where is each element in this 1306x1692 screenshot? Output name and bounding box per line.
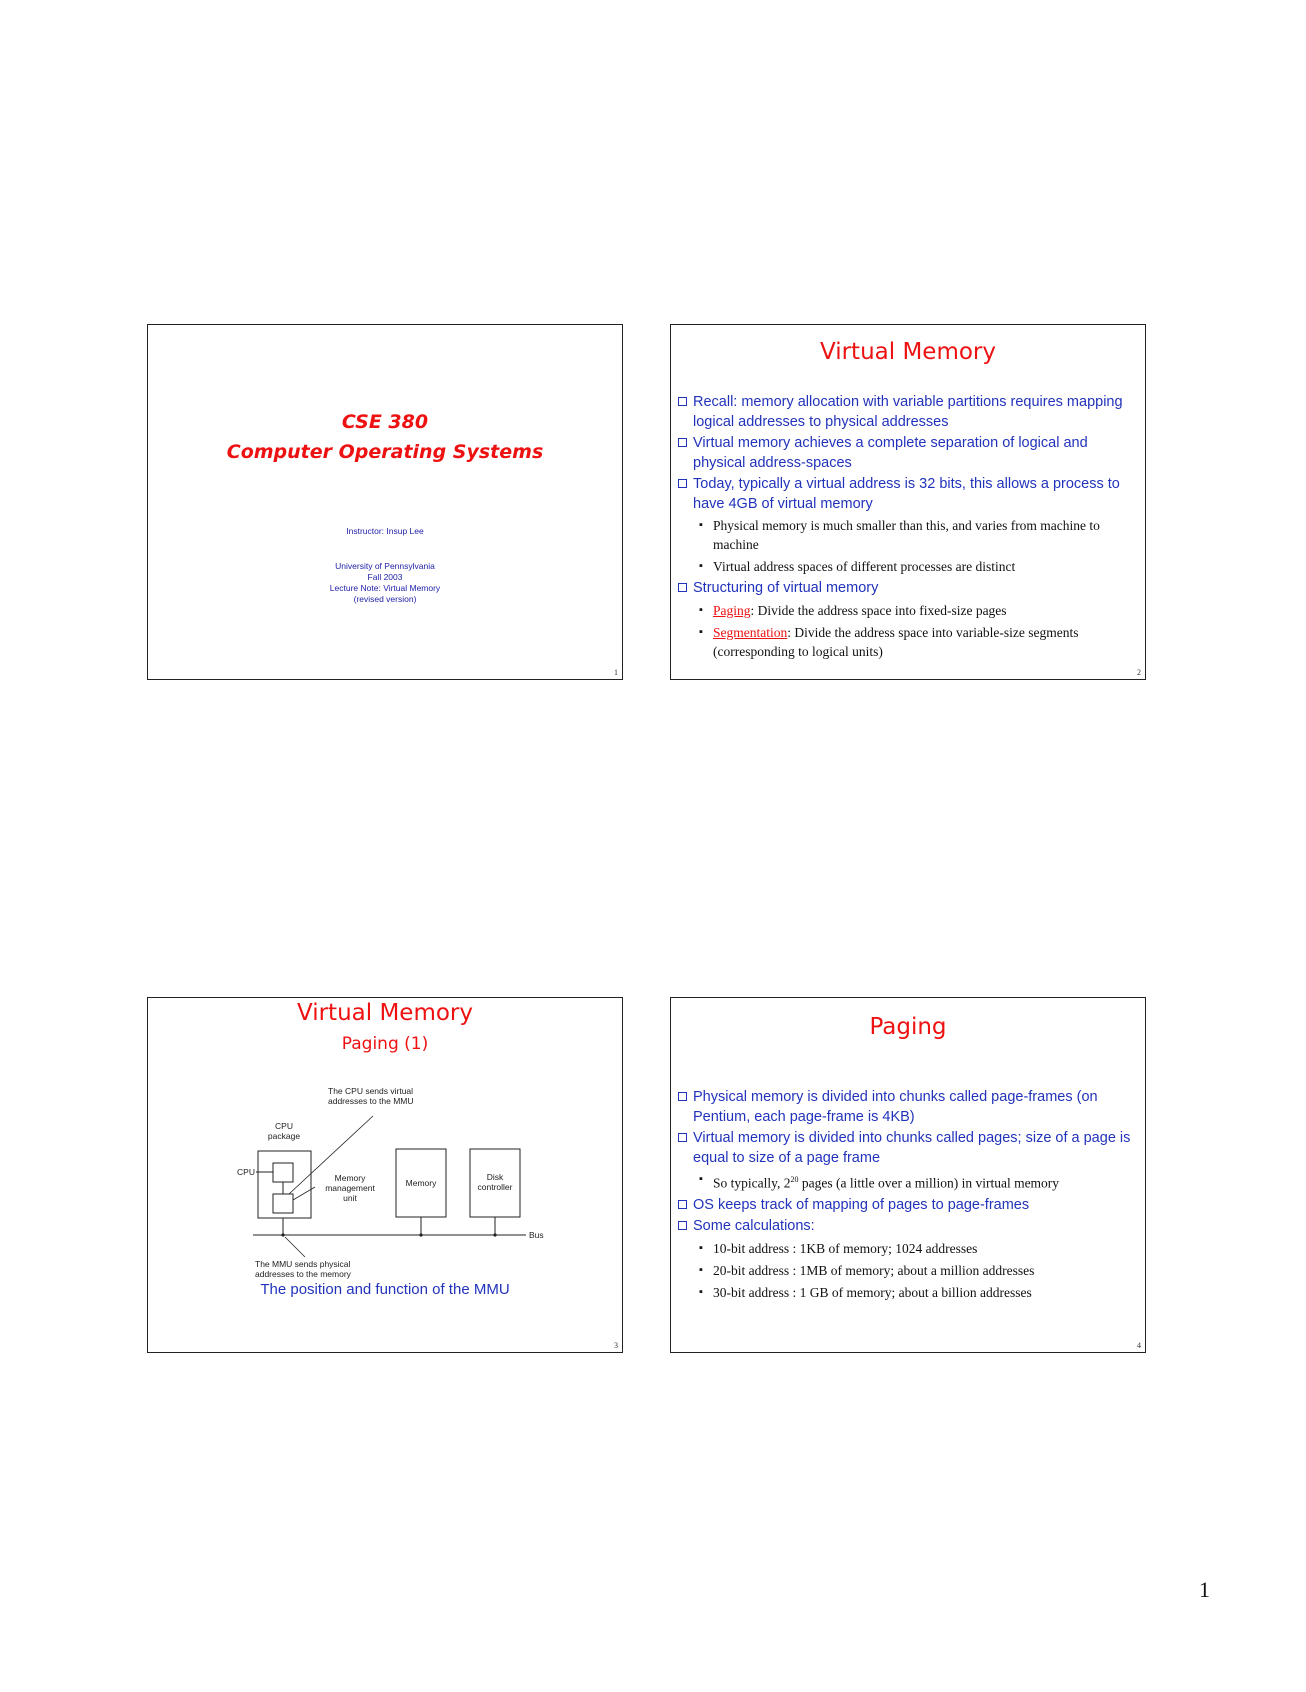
- cpu-package-label: CPU package: [267, 1121, 301, 1141]
- note-top: The CPU sends virtual addresses to the MMU: [328, 1086, 414, 1106]
- list-item: [677, 601, 1137, 620]
- term-paging: Paging: [713, 602, 751, 618]
- note-bottom: The MMU sends physical addresses to the memory: [255, 1259, 351, 1279]
- slide-number: 4: [1137, 1341, 1141, 1350]
- slide-1: [147, 324, 623, 680]
- slide-subtitle: Paging (1): [341, 1034, 429, 1054]
- list-item: Recall: memory allocation with variable partitions requires mapping logical addresses to physical addresses: [677, 393, 1137, 432]
- slide-number: 2: [1137, 668, 1141, 677]
- slide-3: [147, 997, 623, 1353]
- slide-4: [670, 997, 1146, 1353]
- revision: (revised version): [353, 594, 417, 604]
- slide-title: Virtual Memory: [296, 1000, 473, 1026]
- course-title: Computer Operating Systems: [226, 441, 544, 463]
- institution: University of Pennsylvania: [335, 561, 435, 571]
- list-item: [677, 623, 1137, 661]
- lecture-note: Lecture Note: Virtual Memory: [329, 583, 441, 593]
- term-paging-text: : Divide the address space into fixed-size pages: [750, 602, 1007, 618]
- term-segmentation-text: : Divide the address space into variable-size segments (corresponding to logical units): [713, 624, 1079, 659]
- list-item: ▪ Virtual address spaces of different processes are distinct: [677, 557, 1137, 576]
- cpu-label: CPU: [237, 1167, 255, 1177]
- list-item: Virtual memory is divided into chunks called pages; size of a page is equal to size of a page frame: [677, 1129, 1137, 1168]
- course-code: CSE 380: [341, 411, 429, 433]
- memory-label: Memory: [405, 1178, 437, 1188]
- list-item: [677, 1170, 1137, 1193]
- list-item: ▪ Physical memory is much smaller than this, and varies from machine to machine: [677, 516, 1137, 554]
- slide-number: 1: [614, 668, 618, 677]
- list-item: Physical memory is divided into chunks called page-frames (on Pentium, each page-frame is 4KB): [677, 1088, 1137, 1127]
- term: Fall 2003: [367, 572, 403, 582]
- mmu-diagram: [237, 1086, 553, 1281]
- list-item: Structuring of virtual memory: [677, 579, 1137, 599]
- list-item: OS keeps track of mapping of pages to page-frames: [677, 1196, 1137, 1216]
- instructor: Instructor: Insup Lee: [346, 526, 424, 536]
- slide-2: [670, 324, 1146, 680]
- diagram-caption: The position and function of the MMU: [260, 1281, 510, 1298]
- term-segmentation: Segmentation: [713, 624, 788, 640]
- list-item: Virtual memory achieves a complete separation of logical and physical address-spaces: [677, 434, 1137, 473]
- slide-number: 3: [614, 1341, 618, 1350]
- bullet-list: [677, 393, 1137, 664]
- disk-controller-label: Disk controller: [477, 1172, 513, 1192]
- bullet-list: [677, 1088, 1137, 1305]
- mmu-box: [273, 1194, 293, 1213]
- mmu-label: Memory management unit: [325, 1173, 375, 1203]
- pages-text-post: pages (a little over a million) in virtual memory: [798, 1175, 1060, 1191]
- pages-text-pre: So typically, 2: [713, 1175, 791, 1191]
- bus-label: Bus: [529, 1230, 544, 1240]
- list-item: ▪ 10-bit address : 1KB of memory; 1024 addresses: [677, 1239, 1137, 1258]
- cpu-box: [273, 1163, 293, 1182]
- list-item: ▪ 20-bit address : 1MB of memory; about a million addresses: [677, 1261, 1137, 1280]
- slide-title: Paging: [869, 1014, 947, 1040]
- pages-exponent: 20: [790, 1175, 799, 1184]
- list-item: Some calculations:: [677, 1217, 1137, 1237]
- page-number: 1: [1199, 1577, 1210, 1602]
- list-item: ▪ 30-bit address : 1 GB of memory; about a billion addresses: [677, 1283, 1137, 1302]
- slide-title: Virtual Memory: [819, 339, 996, 365]
- list-item: Today, typically a virtual address is 32 bits, this allows a process to have 4GB of virtual memory: [677, 475, 1137, 514]
